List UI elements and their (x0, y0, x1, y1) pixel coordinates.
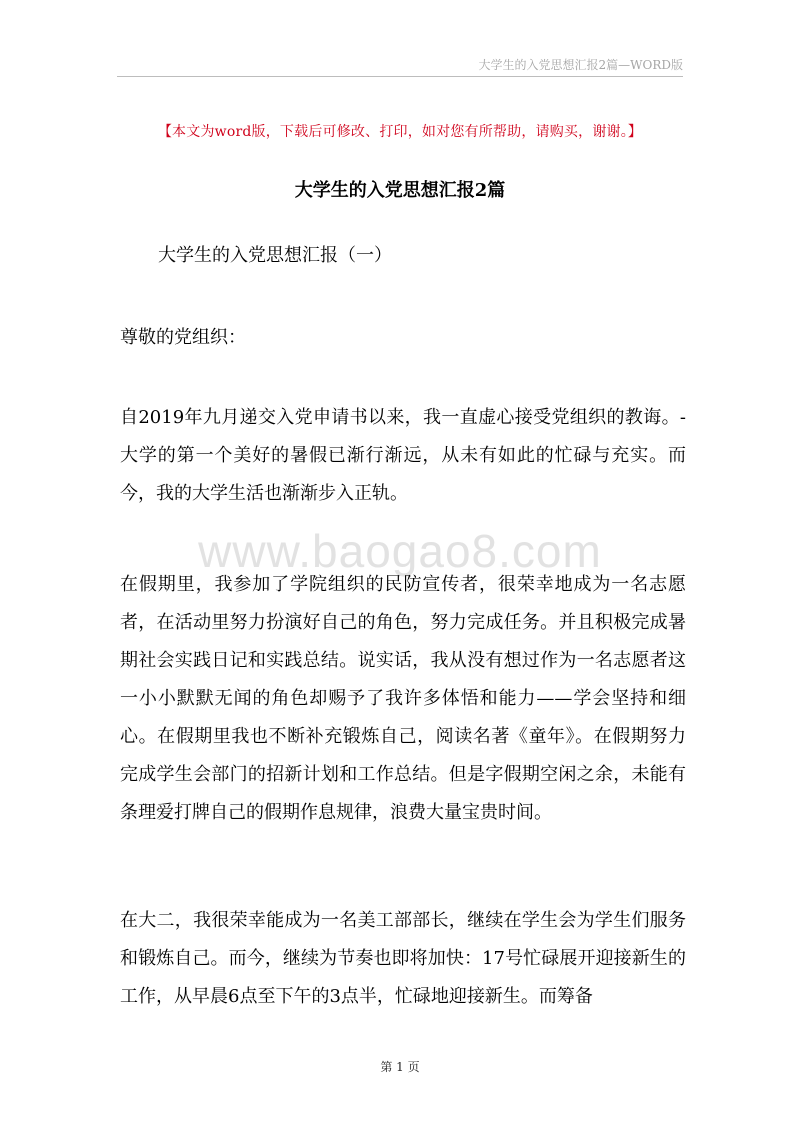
paragraph: 在假期里，我参加了学院组织的民防宣传者，很荣幸地成为一名志愿者，在活动里努力扮演好自己的角色，努力完成任务。并且积极完成暑期社会实践日记和实践总结。说实话，我从没有想过作为一名志愿者这一小小默默无闻的角色却赐予了我许多体悟和能力——学会坚持和细心。在假期里我也不断补充锻炼自己，阅读名著《童年》。在假期努力完成学生会部门的招新计划和工作总结。但是字假期空闲之余，未能有条理爱打牌自己的假期作息规律，浪费大量宝贵时间。 (120, 574, 686, 823)
header-divider (117, 76, 683, 77)
download-notice: 【本文为word版，下载后可修改、打印，如对您有所帮助，请购买，谢谢。】 (157, 124, 643, 140)
paragraph: 自2019年九月递交入党申请书以来，我一直虚心接受党组织的教诲。-大学的第一个美好的暑假已渐行渐远，从未有如此的忙碌与充实。而今，我的大学生活也渐渐步入正轨。 (120, 407, 686, 504)
watermark-text: www.baogao8.com (198, 525, 602, 577)
running-header: 大学生的入党思想汇报2篇—WORD版 (478, 58, 683, 72)
salutation: 尊敬的党组织： (120, 327, 246, 348)
paragraph: 在大二，我很荣幸能成为一名美工部部长，继续在学生会为学生们服务和锻炼自己。而今，继续为节奏也即将加快：17号忙碌展开迎接新生的工作，从早晨6点至下午的3点半，忙碌地迎接新生。而筹备 (120, 910, 686, 1007)
section-subtitle: 大学生的入党思想汇报（一） (158, 245, 392, 266)
page-number: 第 1 页 (380, 1060, 420, 1074)
document-title: 大学生的入党思想汇报2篇 (294, 180, 506, 201)
